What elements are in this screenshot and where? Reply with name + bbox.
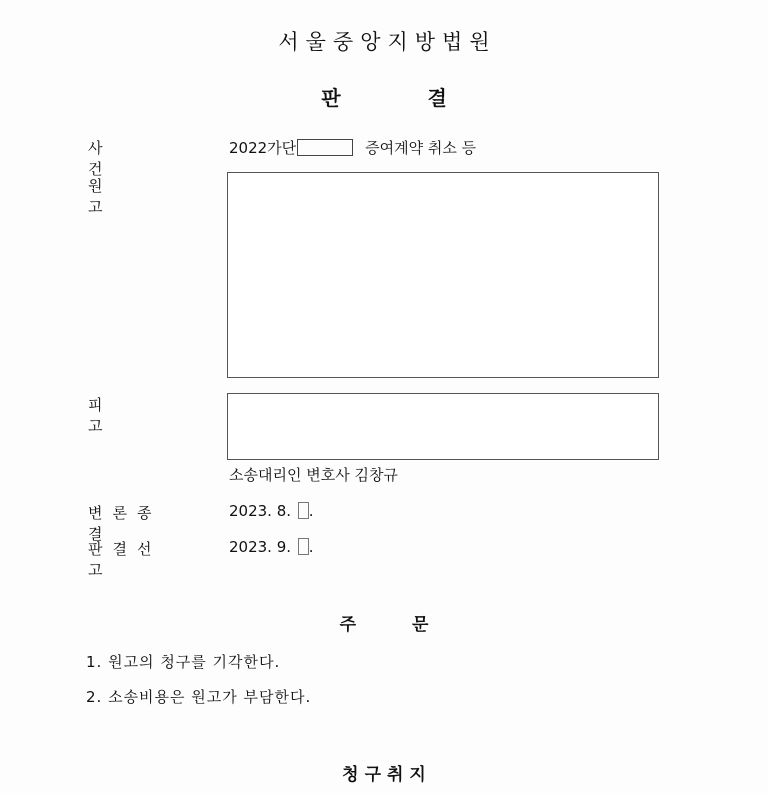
claim-title: 청구취지 (342, 765, 432, 785)
defendant-redacted-box (227, 393, 659, 460)
closing-date-label-text: 변론종결 (88, 504, 162, 543)
case-info (229, 137, 476, 158)
case-name: 증여계약 취소 등 (365, 139, 477, 157)
document-title: 판 결 (321, 86, 447, 110)
defendant-label (88, 394, 168, 436)
ruling-date-value: 2023. 9. (229, 538, 296, 556)
case-label (88, 137, 168, 179)
defendant-label-text: 피 고 (88, 396, 155, 435)
redacted-ruling-day (298, 538, 309, 555)
closing-date-value: 2023. 8. (229, 502, 296, 520)
ruling-date-label-text: 판결선고 (88, 540, 162, 579)
redacted-closing-day (298, 502, 309, 519)
order-item-1: 1. 원고의 청구를 기각한다. (86, 653, 281, 671)
plaintiff-label (88, 175, 168, 217)
court-name: 서울중앙지방법원 (278, 30, 497, 54)
order-title: 주 문 (339, 615, 429, 635)
order-item-2: 2. 소송비용은 원고가 부담한다. (86, 688, 312, 706)
ruling-date: 2023. 9. . (229, 538, 314, 556)
defendant-counsel: 소송대리인 변호사 김창규 (229, 466, 398, 484)
case-number: 2022가단 (229, 139, 297, 157)
plaintiff-label-text: 원 고 (88, 177, 155, 216)
plaintiff-redacted-box (227, 172, 659, 378)
case-label-text: 사 건 (88, 139, 155, 178)
ruling-date-label (88, 538, 168, 580)
closing-date: 2023. 8. . (229, 502, 314, 520)
redacted-case-number (297, 139, 353, 156)
